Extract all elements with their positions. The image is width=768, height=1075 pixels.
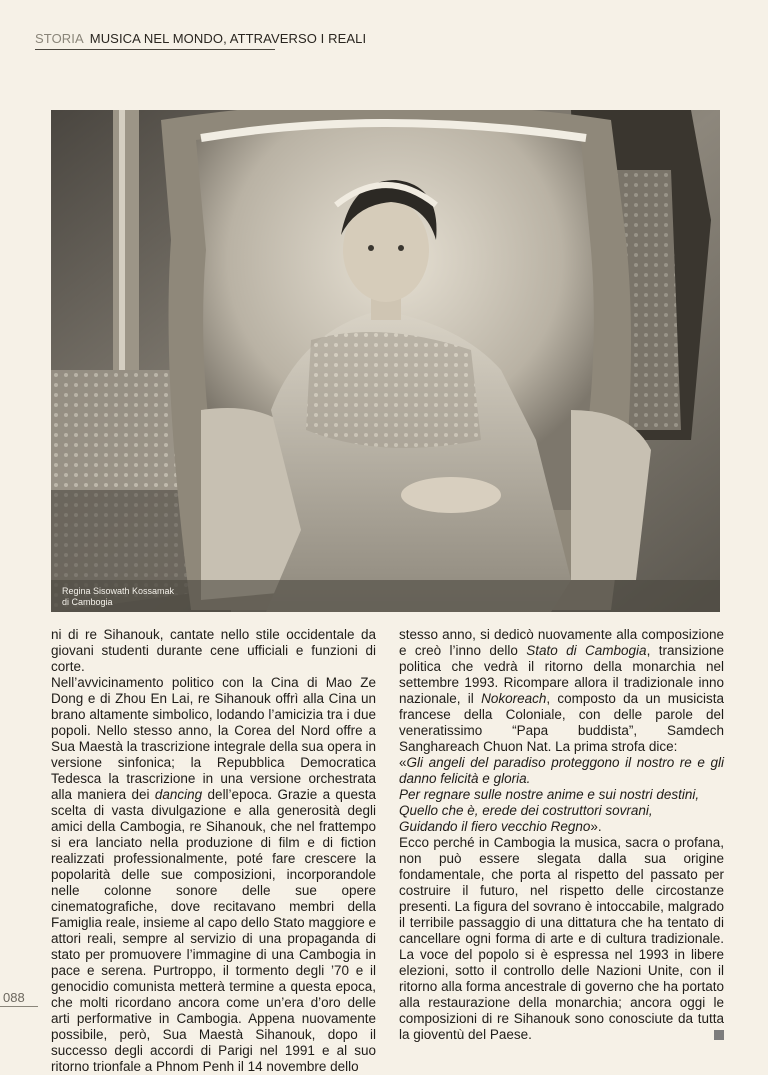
- page-number: 088: [0, 990, 41, 1005]
- verse-line: Guidando il fiero vecchio Regno».: [399, 819, 602, 834]
- historical-photo: [51, 110, 720, 612]
- verse-line: «Gli angeli del paradiso proteggono il nostro re e gli danno felicità e gloria.: [399, 755, 724, 786]
- verse-line: Per regnare sulle nostre anime e sui nostri destini,: [399, 787, 700, 802]
- emphasis: dancing: [154, 787, 203, 802]
- emphasis: Nokoreach: [481, 691, 547, 706]
- queen-portrait-image: [51, 110, 720, 612]
- running-header: [35, 31, 366, 47]
- verse-line: Quello che è, erede dei costruttori sovrani,: [399, 803, 653, 818]
- photo-caption: [62, 586, 222, 608]
- right-text-column: [399, 627, 724, 1043]
- header-rule: [35, 49, 275, 50]
- paragraph: Ecco perché in Cambogia la musica, sacra o profana, non può essere slegata dalla sua origine fondamentale, che porta al rispetto del passato per costruire il futuro, nel rispetto delle circostanze presenti. La figura del sovrano è intoccabile, malgrado il terribile passaggio di una dittatura che ha tentato di cancellare ogni forma di arte e di cultura tradizionale. La voce del popolo si è espressa nel 1993 in libere elezioni, sotto il controllo delle Nazioni Unite, con il ritorno alla forma ancestrale di governo che ha portato alla restaurazione della monarchia; ancora oggi le composizioni di re Sihanouk sono conosciute da tutta la gioventù del Paese.: [399, 835, 724, 1042]
- section-label: STORIA: [35, 31, 84, 46]
- emphasis: Stato di Cambogia: [526, 643, 647, 658]
- left-text-column: [51, 627, 376, 1075]
- paragraph: Nell’avvicinamento politico con la Cina di Mao Ze Dong e di Zhou En Lai, re Sihanouk offrì alla Cina un brano altamente simbolico, lodando l’amicizia tra i due popoli. Nello stesso anno, la Corea del Nord offre a Sua Maestà la trascrizione integrale della sua opera in versione sinfonica; la Repubblica Democratica Tedesca la trascrizione in una versione orchestrata alla maniera dei dancing dell’epoca. Grazie a questa scelta di vasta divulgazione e alla generosità degli amici della Cambogia, re Sihanouk, che nel frattempo si era lanciato nella produzione di film e di fiction realizzati professionalmente, poté fare crescere la popolarità delle sue composizioni, incorporandole nelle colonne sonore delle sue opere cinematografiche, dove recitavano membri della Famiglia reale, insieme al capo dello Stato maggiore e attori reali, sempre al servizio di una propaganda di stato per promuovere l’immagine di una Cambogia in pace e serena. Purtroppo, il tormento degli ’70 e il genocidio comunista metterà termine a questa epoca, che molti ricordano ancora come un’era d’oro delle arti performative in Cambogia. Appena nuovamente possibile, però, Sua Maestà Sihanouk, dopo il successo degli accordi di Parigi nel 1991 e al suo ritorno trionfale a Phnom Penh il 14 novembre dello: [51, 675, 376, 1074]
- paragraph: stesso anno, si dedicò nuovamente alla composizione e creò l’inno dello Stato di Cambogia, transizione politica che vedrà il ritorno della monarchia nel settembre 1993. Ricompare allora il tradizionale inno nazionale, il Nokoreach, composto da un musicista francese della Coloniale, con delle parole del veneratissimo “Papa buddista”, Samdech Sanghareach Chuon Nat. La prima strofa dice:: [399, 627, 724, 754]
- article-title: MUSICA NEL MONDO, ATTRAVERSO I REALI: [89, 31, 367, 46]
- folio-rule: [0, 1006, 38, 1007]
- paragraph: ni di re Sihanouk, cantate nello stile occidentale da giovani studenti durante cene ufficiali e funzioni di corte.: [51, 627, 376, 674]
- caption-line: Regina Sisowath Kossamak: [62, 586, 175, 596]
- caption-line: di Cambogia: [62, 597, 113, 607]
- end-mark-icon: [714, 1030, 724, 1040]
